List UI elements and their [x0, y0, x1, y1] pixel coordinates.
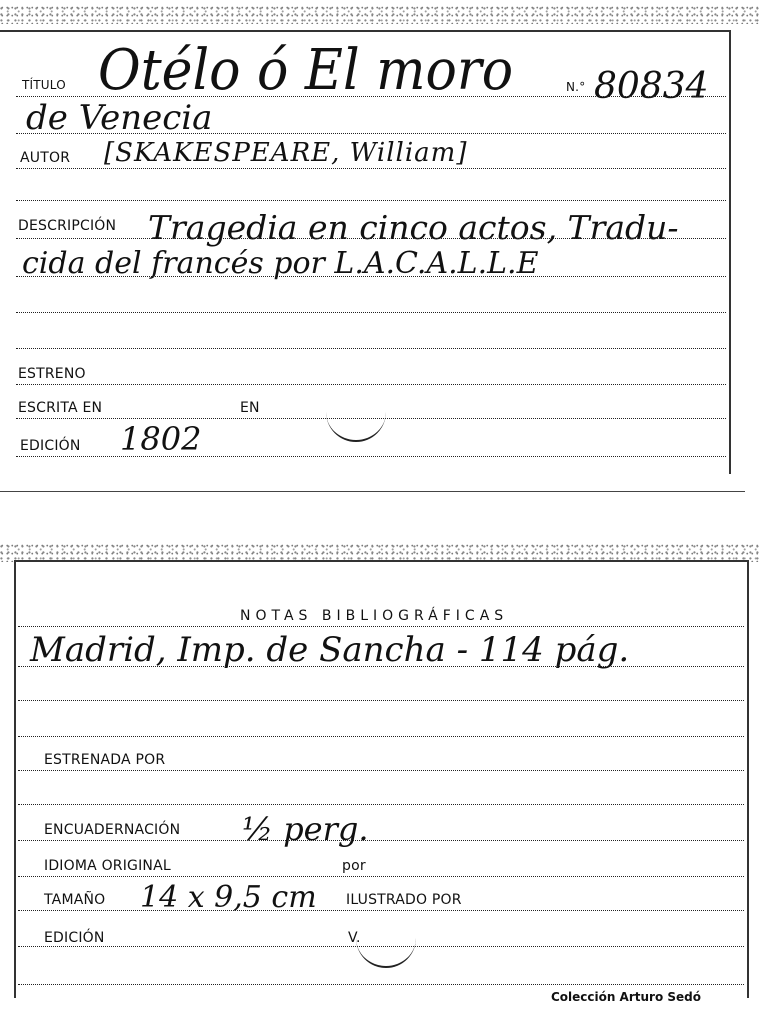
titulo-label: TÍTULO: [22, 78, 66, 92]
title-value-line1: Otélo ó El moro: [98, 38, 514, 103]
autor-label: AUTOR: [20, 150, 71, 166]
card-rule: [16, 348, 726, 349]
card-frame-right: [729, 30, 731, 474]
card-rule: [16, 456, 726, 457]
descripcion-label: DESCRIPCIÓN: [18, 218, 117, 234]
description-value-line1: Tragedia en cinco actos, Tradu-: [148, 208, 679, 247]
card-frame-top: [0, 30, 729, 32]
v-label: V.: [348, 930, 361, 946]
title-value-line2: de Venecia: [26, 98, 213, 138]
estreno-label: ESTRENO: [18, 366, 86, 382]
stamp-mark: [356, 936, 416, 968]
bibliographic-notes-value: Madrid, Imp. de Sancha - 114 pág.: [30, 630, 630, 670]
card-rule: [18, 700, 744, 701]
catalog-card-front: [0, 0, 759, 492]
size-value: 14 x 9,5 cm: [140, 880, 317, 915]
card-bottom-edge: [0, 491, 745, 492]
card-rule: [18, 666, 744, 667]
en-label: EN: [240, 400, 260, 416]
card-frame-left: [14, 560, 16, 998]
encuadernacion-label: ENCUADERNACIÓN: [44, 822, 181, 838]
card-rule: [18, 770, 744, 771]
edicion-label: EDICIÓN: [20, 438, 81, 454]
card-rule: [16, 200, 726, 201]
card-rule: [18, 984, 744, 985]
ilustrado-por-label: ILUSTRADO POR: [346, 892, 462, 908]
number-label: N.°: [566, 80, 586, 94]
card-rule: [18, 876, 744, 877]
stamp-mark: [326, 410, 386, 442]
edition-year-value: 1802: [120, 420, 202, 458]
collection-credit: Colección Arturo Sedó: [550, 990, 701, 1004]
card-rule: [16, 312, 726, 313]
card-edge-texture: [0, 6, 759, 24]
catalog-number-value: 80834: [594, 66, 709, 107]
card-frame-top: [14, 560, 749, 562]
card-rule: [18, 910, 744, 911]
card-rule: [16, 384, 726, 385]
por-label: por: [342, 858, 366, 874]
catalog-card-back: [0, 540, 759, 1028]
edicion-back-label: EDICIÓN: [44, 930, 105, 946]
idioma-original-label: IDIOMA ORIGINAL: [44, 858, 171, 874]
card-rule: [18, 804, 744, 805]
estrenada-por-label: ESTRENADA POR: [44, 752, 166, 768]
card-rule: [16, 276, 726, 277]
binding-value: ½ perg.: [242, 810, 369, 848]
description-value-line2: cida del francés por L.A.C.A.L.L.E: [22, 246, 539, 281]
escrita-en-label: ESCRITA EN: [18, 400, 103, 416]
card-rule: [16, 238, 726, 239]
author-value: [SKAKESPEARE, William]: [104, 138, 468, 168]
card-rule: [16, 133, 726, 134]
card-rule: [18, 840, 744, 841]
card-frame-right: [747, 560, 749, 998]
card-rule: [16, 168, 726, 169]
card-rule: [18, 626, 744, 627]
card-rule: [18, 736, 744, 737]
tamano-label: TAMAÑO: [44, 892, 106, 908]
card-rule: [16, 96, 726, 97]
notas-bibliograficas-heading: NOTAS BIBLIOGRÁFICAS: [240, 608, 509, 624]
